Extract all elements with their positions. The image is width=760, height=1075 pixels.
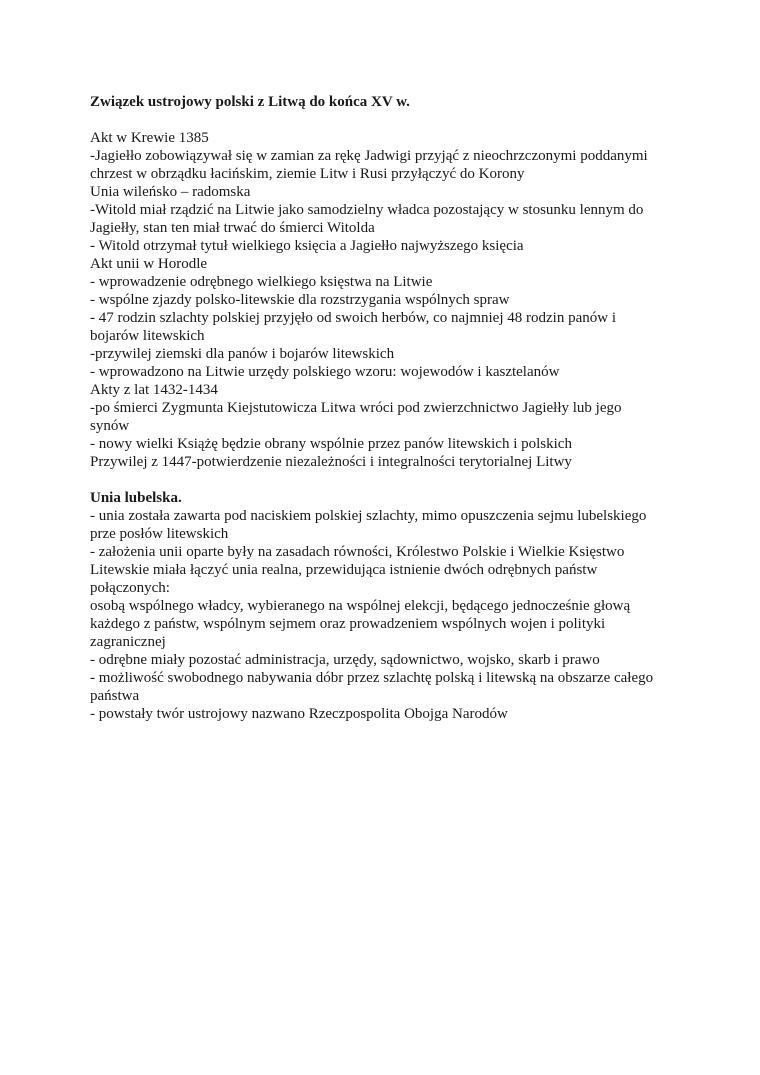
section-krewo-to-1447 — [90, 129, 690, 471]
text-line: prze posłów litewskich — [90, 526, 229, 542]
text-line: państwa — [90, 688, 140, 704]
text-line: -Jagiełło zobowiązywał się w zamian za rękę Jadwigi przyjąć z nieochrzczonymi poddanymi — [90, 148, 648, 164]
text-line: - wprowadzenie odrębnego wielkiego księstwa na Litwie — [90, 274, 433, 290]
text-line: każdego z państw, wspólnym sejmem oraz prowadzeniem wspólnych wojen i polityki — [90, 616, 606, 632]
text-line: - wprowadzono na Litwie urzędy polskiego wzoru: wojewodów i kasztelanów — [90, 364, 560, 380]
text-line: Przywilej z 1447-potwierdzenie niezależności i integralności terytorialnej Litwy — [90, 454, 572, 470]
text-line: -Witold miał rządzić na Litwie jako samodzielny władca pozostający w stosunku lennym do — [90, 202, 644, 218]
section-unia-lubelska — [90, 507, 690, 723]
section-heading-unia-lubelska: Unia lubelska. — [90, 490, 182, 506]
text-line: zagranicznej — [90, 634, 166, 650]
text-line: bojarów litewskich — [90, 328, 205, 344]
text-line: Akt unii w Horodle — [90, 256, 208, 272]
blank-line — [90, 471, 690, 489]
text-line: połączonych: — [90, 580, 170, 596]
text-line: - odrębne miały pozostać administracja, urzędy, sądownictwo, wojsko, skarb i prawo — [90, 652, 600, 668]
blank-line — [90, 111, 690, 129]
text-line: Litewskie miała łączyć unia realna, przewidująca istnienie dwóch odrębnych państw — [90, 562, 598, 578]
text-line: - 47 rodzin szlachty polskiej przyjęło od swoich herbów, co najmniej 48 rodzin panów i — [90, 310, 616, 326]
text-line: synów — [90, 418, 130, 434]
document-body — [90, 93, 690, 723]
text-line: -przywilej ziemski dla panów i bojarów litewskich — [90, 346, 395, 362]
text-line: osobą wspólnego władcy, wybieranego na wspólnej elekcji, będącego jednocześnie głową — [90, 598, 631, 614]
text-line: - unia została zawarta pod naciskiem polskiej szlachty, mimo opuszczenia sejmu lubelskiego — [90, 508, 647, 524]
text-line: - Witold otrzymał tytuł wielkiego księcia a Jagiełło najwyższego księcia — [90, 238, 524, 254]
text-line: Akt w Krewie 1385 — [90, 130, 209, 146]
text-line: chrzest w obrządku łacińskim, ziemie Litw i Rusi przyłączyć do Korony — [90, 166, 525, 182]
text-line: - założenia unii oparte były na zasadach równości, Królestwo Polskie i Wielkie Księstwo — [90, 544, 625, 560]
text-line: Unia wileńsko – radomska — [90, 184, 251, 200]
document-title: Związek ustrojowy polski z Litwą do końca XV w. — [90, 94, 410, 110]
text-line: - wspólne zjazdy polsko-litewskie dla rozstrzygania wspólnych spraw — [90, 292, 510, 308]
text-line: -po śmierci Zygmunta Kiejstutowicza Litwa wróci pod zwierzchnictwo Jagiełły lub jego — [90, 400, 622, 416]
text-line: Akty z lat 1432-1434 — [90, 382, 218, 398]
text-line: - powstały twór ustrojowy nazwano Rzeczpospolita Obojga Narodów — [90, 706, 508, 722]
text-line: - nowy wielki Książę będzie obrany wspólnie przez panów litewskich i polskich — [90, 436, 572, 452]
text-line: Jagiełły, stan ten miał trwać do śmierci Witolda — [90, 220, 375, 236]
text-line: - możliwość swobodnego nabywania dóbr przez szlachtę polską i litewską na obszarze całego — [90, 670, 654, 686]
